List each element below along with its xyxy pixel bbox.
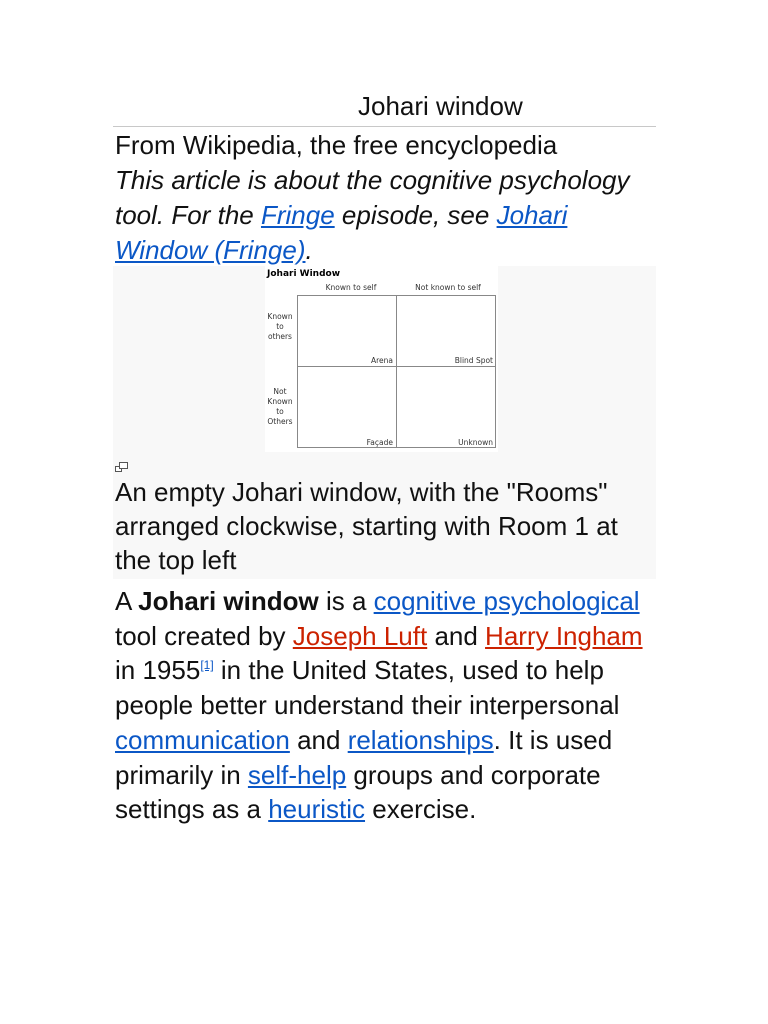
- lead-paragraph: [115, 584, 660, 827]
- link-communication[interactable]: communication: [115, 724, 290, 755]
- link-self-help[interactable]: self-help: [247, 759, 347, 790]
- row-header-not-known-to-others: Not: [273, 387, 287, 396]
- johari-window-diagram[interactable]: [265, 266, 498, 452]
- row-header-known-to-others: Known: [267, 312, 293, 321]
- row-header-known-to-others: to: [276, 322, 284, 331]
- body-text: tool created by: [115, 620, 293, 651]
- link-harry-ingham[interactable]: Harry Ingham: [485, 620, 643, 651]
- hatnote: [115, 163, 660, 268]
- enlarge-icon[interactable]: [115, 462, 129, 472]
- figure-thumbnail: [113, 266, 656, 579]
- hatnote-text: episode, see: [334, 200, 497, 230]
- cell-unknown: Unknown: [458, 438, 493, 447]
- body-text: and: [289, 724, 348, 755]
- hatnote-text: This article is about the cognitive psychology tool. For the: [115, 165, 630, 230]
- body-text: is a: [318, 586, 374, 616]
- body-text: . It is used primarily in: [115, 724, 613, 790]
- row-header-not-known-to-others: Others: [267, 417, 293, 426]
- row-header-known-to-others: others: [268, 332, 292, 341]
- reference-link[interactable]: [1]: [200, 658, 214, 673]
- figure-caption: An empty Johari window, with the "Rooms" arranged clockwise, starting with Room 1 at the top left: [115, 477, 618, 575]
- link-cognitive-psychological[interactable]: cognitive psychological: [373, 586, 640, 616]
- diagram-title: Johari Window: [267, 269, 341, 279]
- link-joseph-luft[interactable]: Joseph Luft: [292, 620, 428, 651]
- body-text: A: [115, 586, 139, 616]
- cell-blind-spot: Blind Spot: [454, 356, 493, 365]
- row-header-not-known-to-others: to: [276, 407, 284, 416]
- body-text: in the United States, used to help people better understand their interpersonal: [115, 655, 620, 721]
- col-header-not-known-to-self: Not known to self: [415, 283, 481, 292]
- cell-facade: Façade: [366, 438, 393, 447]
- link-heuristic[interactable]: heuristic: [268, 794, 366, 825]
- link-johari-window-fringe[interactable]: Johari Window (Fringe): [115, 200, 568, 265]
- link-relationships[interactable]: relationships: [347, 724, 494, 755]
- body-text: groups and corporate settings as a: [115, 759, 601, 825]
- row-header-not-known-to-others: Known: [267, 397, 293, 406]
- cell-arena: Arena: [370, 356, 393, 365]
- bold-term: Johari window: [138, 586, 319, 616]
- body-text: exercise.: [365, 794, 477, 825]
- link-fringe[interactable]: Fringe: [260, 200, 335, 230]
- col-header-known-to-self: Known to self: [325, 283, 377, 292]
- hatnote-text: .: [305, 235, 313, 265]
- page-title: Johari window: [358, 91, 523, 121]
- body-text: in 1955: [115, 655, 201, 686]
- body-text: and: [427, 620, 486, 651]
- site-tagline: From Wikipedia, the free encyclopedia: [115, 130, 558, 160]
